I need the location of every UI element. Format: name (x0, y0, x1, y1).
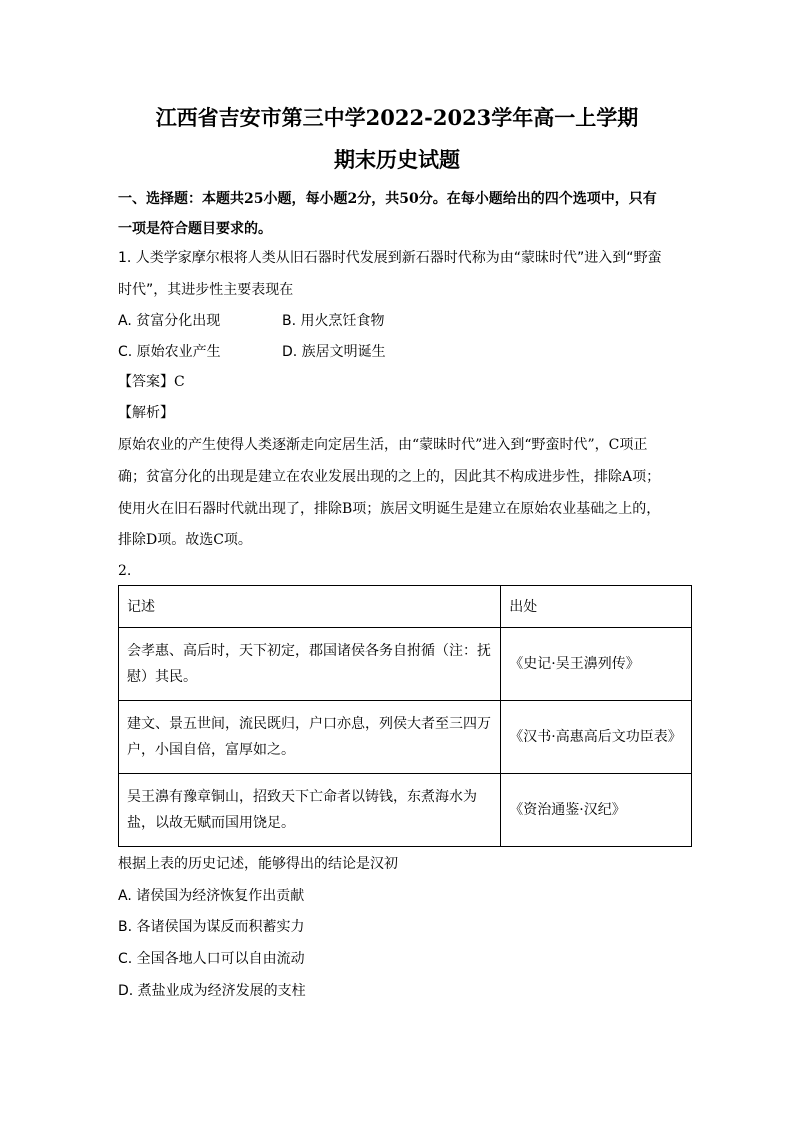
q1-stem-line1: 1. 人类学家摩尔根将人类从旧石器时代发展到新石器时代称为由“蒙昧时代”进入到“野蛮 (118, 250, 662, 266)
q2-option-c: C. 全国各地人口可以自由流动 (118, 951, 305, 967)
table-row (119, 701, 692, 774)
q2-option-a: A. 诸侯国为经济恢复作出贡献 (118, 888, 305, 904)
document-title-line2: 期末历史试题 (334, 147, 460, 172)
table-cell-source: 《资治通鉴·汉纪》 (501, 774, 692, 847)
q1-analysis-label: 【解析】 (118, 405, 174, 421)
table-header-record: 记述 (119, 586, 501, 628)
table-cell-record (119, 628, 501, 701)
table-header-source: 出处 (501, 586, 692, 628)
record-text-line: 盐，以故无赋而国用饶足。 (127, 815, 295, 831)
table-row (119, 628, 692, 701)
document-title-line1: 江西省吉安市第三中学2022-2023学年高一上学期 (155, 105, 639, 130)
q1-analysis-line2: 确；贫富分化的出现是建立在农业发展出现的之上的，因此其不构成进步性，排除A项； (118, 469, 661, 485)
q1-option-a: A. 贫富分化出现 (118, 313, 221, 329)
record-text-line: 户，小国自倍，富厚如之。 (127, 742, 295, 758)
record-text-line: 慰）其民。 (127, 669, 197, 685)
table-cell-source: 《史记·吴王濞列传》 (501, 628, 692, 701)
q2-option-d: D. 煮盐业成为经济发展的支柱 (118, 983, 306, 999)
section-instructions-line1: 一、选择题：本题共25小题，每小题2分，共50分。在每小题给出的四个选项中，只有 (118, 191, 657, 207)
table-header-row (119, 586, 692, 628)
table-cell-source: 《汉书·高惠高后文功臣表》 (501, 701, 692, 774)
section-instructions-line2: 一项是符合题目要求的。 (118, 221, 272, 237)
table-row (119, 774, 692, 847)
q1-analysis-line4: 排除D项。故选C项。 (118, 532, 252, 548)
q2-records-table (118, 585, 692, 847)
q1-analysis-line3: 使用火在旧石器时代就出现了，排除B项；族居文明诞生是建立在原始农业基础之上的， (118, 501, 661, 517)
q1-option-d: D. 族居文明诞生 (282, 344, 386, 360)
q1-analysis-line1: 原始农业的产生使得人类逐渐走向定居生活，由“蒙昧时代”进入到“野蛮时代”，C项正 (118, 437, 648, 453)
section-instructions (118, 184, 678, 244)
q2-option-b: B. 各诸侯国为谋反而积蓄实力 (118, 919, 305, 935)
q1-option-b: B. 用火烹饪食物 (282, 313, 385, 329)
q1-answer: 【答案】C (118, 374, 185, 390)
q2-number: 2. (118, 563, 132, 579)
q1-option-c: C. 原始农业产生 (118, 344, 221, 360)
table-cell-record (119, 701, 501, 774)
record-text-line: 会孝惠、高后时，天下初定，郡国诸侯各务自拊循（注：抚 (127, 643, 491, 659)
record-text-line: 建文、景五世间，流民既归，户口亦息，列侯大者至三四万 (127, 716, 491, 732)
record-text-line: 吴王濞有豫章铜山，招致天下亡命者以铸钱，东煮海水为 (127, 789, 477, 805)
q1-stem-line2: 时代”，其进步性主要表现在 (118, 282, 294, 298)
table-cell-record (119, 774, 501, 847)
q2-stem: 根据上表的历史记述，能够得出的结论是汉初 (118, 856, 398, 872)
